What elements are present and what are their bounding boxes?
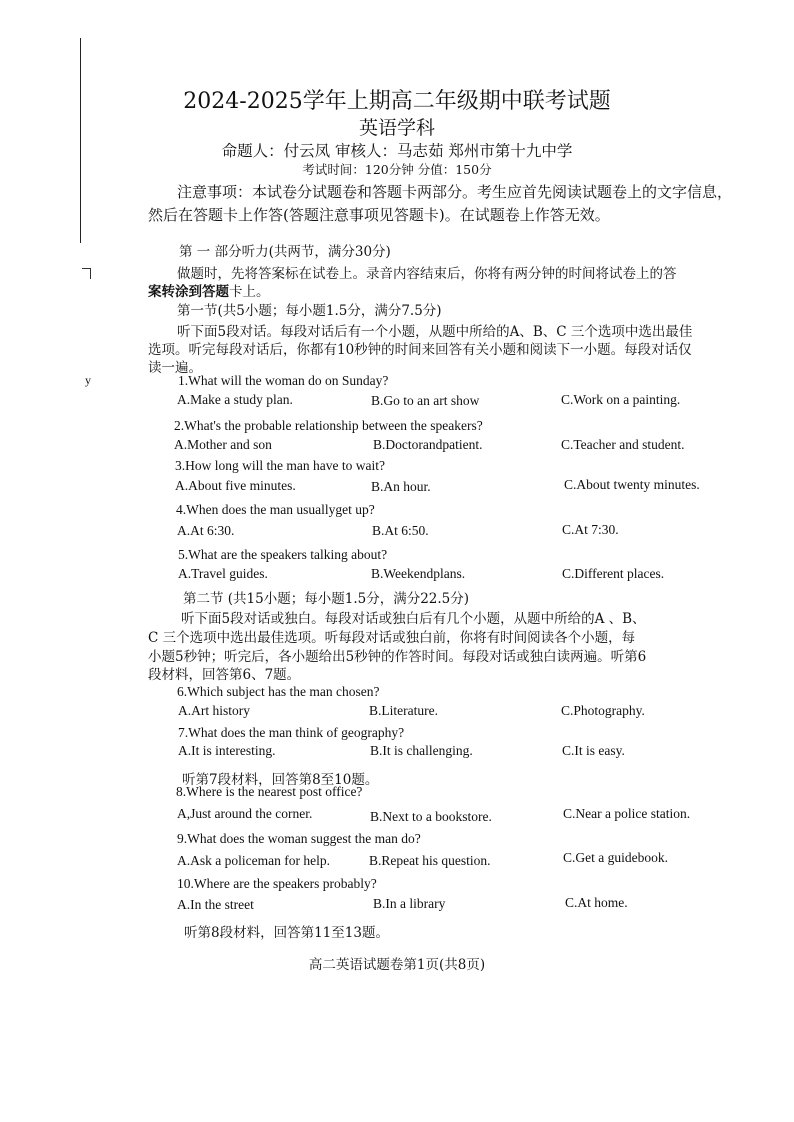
q9-option-b: B.Repeat his question. [369, 853, 491, 868]
q2-option-c: C.Teacher and student. [561, 437, 685, 452]
q8-option-a: A,Just around the corner. [177, 806, 313, 821]
q7-option-c: C.It is easy. [562, 743, 625, 758]
q8-option-b: B.Next to a bookstore. [370, 809, 492, 824]
q10-option-b: B.In a library [373, 896, 446, 911]
q5-option-b: B.Weekendplans. [371, 566, 466, 581]
question-1: 1.What will the woman do on Sunday? [178, 373, 389, 388]
section2-instruction-4: 段材料，回答第6、7题。 [148, 667, 301, 683]
q7-option-a: A.It is interesting. [178, 743, 276, 758]
section1-heading: 第一节(共5小题；每小题1.5分，满分7.5分) [177, 303, 442, 319]
q6-option-c: C.Photography. [561, 703, 645, 718]
subject-title: 英语学科 [358, 117, 435, 139]
q4-option-c: C.At 7:30. [562, 522, 619, 537]
question-8: 8.Where is the nearest post office? [176, 784, 363, 799]
q9-option-a: A.Ask a policeman for help. [177, 853, 330, 868]
q1-option-a: A.Make a study plan. [177, 392, 293, 407]
part1-heading: 第 一 部分听力(共两节，满分30分) [179, 244, 391, 260]
q5-option-c: C.Different places. [562, 566, 665, 581]
q3-option-c: C.About twenty minutes. [564, 477, 700, 492]
question-9: 9.What does the woman suggest the man do? [177, 831, 421, 846]
part1-instruction-2-rest: 卡上。 [229, 284, 270, 300]
q2-option-b: B.Doctorandpatient. [373, 437, 483, 452]
q3-option-a: A.About five minutes. [175, 478, 296, 493]
q6-option-b: B.Literature. [369, 703, 438, 718]
q10-option-a: A.In the street [177, 897, 254, 912]
question-4: 4.When does the man usuallyget up? [176, 502, 375, 517]
q8-option-c: C.Near a police station. [563, 806, 691, 821]
margin-mark: y [85, 373, 91, 387]
q4-option-b: B.At 6:50. [372, 523, 429, 538]
section2-instruction-3: 小题5秒钟；听完后，各小题给出5秒钟的作答时间。每段对话或独白读两遍。听第6 [148, 649, 647, 665]
q4-option-a: A.At 6:30. [177, 523, 235, 538]
q2-option-a: A.Mother and son [174, 437, 272, 452]
section1-instruction-2: 选项。听完每段对话后，你都有10秒钟的时间来回答有关小题和阅读下一小题。每段对话仅 [148, 342, 692, 358]
exam-title: 2024-2025学年上期高二年级期中联考试题 [183, 89, 611, 114]
q10-option-c: C.At home. [565, 895, 628, 910]
exam-info: 考试时间：120分钟 分值：150分 [302, 162, 492, 177]
q3-option-b: B.An hour. [371, 479, 431, 494]
question-5: 5.What are the speakers talking about? [178, 547, 388, 562]
part1-instruction-2 [148, 280, 270, 300]
question-3: 3.How long will the man have to wait? [175, 458, 385, 473]
question-10: 10.Where are the speakers probably? [177, 876, 377, 891]
page-footer: 高二英语试题卷第1页(共8页) [308, 957, 486, 973]
section1-instruction-1: 听下面5段对话。每段对话后有一个小题，从题中所给的A、B、C 三个选项中选出最佳 [177, 324, 693, 340]
section2-instruction-2: C 三个选项中选出最佳选项。听每段对话或独白前，你将有时间阅读各个小题，每 [148, 630, 636, 646]
material-7-note: 听第7段材料，回答第8至10题。 [182, 772, 379, 788]
part1-instruction-2-bold: 案转涂到答题 [148, 284, 229, 300]
notice-line-2: 然后在答题卡上作答(答题注意事项见答题卡)。在试题卷上作答无效。 [148, 206, 610, 224]
q6-option-a: A.Art history [178, 703, 250, 718]
q1-option-b: B.Go to an art show [371, 393, 480, 408]
material-8-note: 听第8段材料，回答第11至13题。 [184, 925, 389, 941]
part1-instruction-1: 做题时，先将答案标在试卷上。录音内容结束后，你将有两分钟的时间将试卷上的答 [177, 266, 677, 282]
q9-option-c: C.Get a guidebook. [563, 850, 668, 865]
q5-option-a: A.Travel guides. [178, 566, 268, 581]
q1-option-c: C.Work on a painting. [561, 392, 681, 407]
question-6: 6.Which subject has the man chosen? [177, 684, 380, 699]
section1-instruction-3: 读一遍。 [148, 360, 202, 376]
question-2: 2.What's the probable relationship between the speakers? [174, 418, 483, 433]
section2-heading: 第二节 (共15小题；每小题1.5分，满分22.5分) [183, 591, 470, 607]
authors-line: 命题人：付云凤 审核人：马志茹 郑州市第十九中学 [221, 142, 573, 160]
q7-option-b: B.It is challenging. [370, 743, 473, 758]
section2-instruction-1: 听下面5段对话或独白。每段对话或独白后有几个小题，从题中所给的A 、B、 [181, 611, 646, 627]
margin-corner-mark [82, 268, 91, 279]
notice-line-1: 注意事项：本试卷分试题卷和答题卡两部分。考生应首先阅读试题卷上的文字信息， [177, 183, 733, 201]
question-7: 7.What does the man think of geography? [178, 725, 405, 740]
